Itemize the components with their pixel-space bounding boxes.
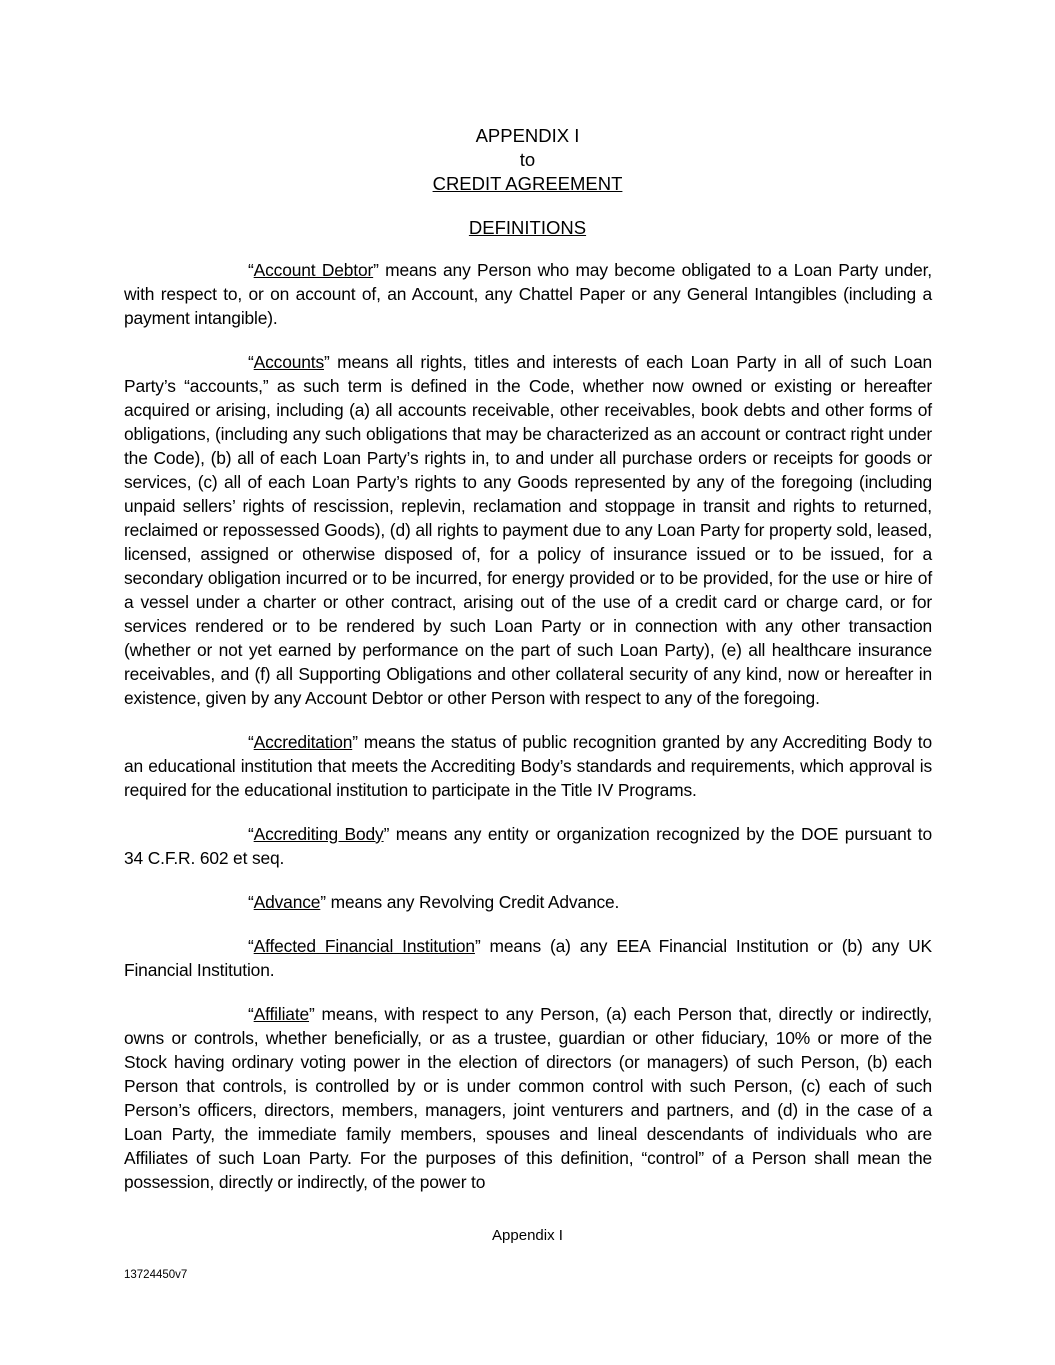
agreement-title: [0, 172, 1055, 196]
page-footer-label: Appendix I: [492, 1227, 563, 1244]
defined-term: Affected Financial Institution: [253, 936, 475, 956]
definition-text: ” means any entity or organization recognized by the DOE pursuant to 34 C.F.R. 602 et seq.: [124, 824, 932, 868]
definition-text: ” means, with respect to any Person, (a) each Person that, directly or indirectly, owns or controls, whether beneficially, or as a trustee, guardian or other fiduciary, 10% or more of the Stock having ordinary voting power in the election of directors (or managers) of such Person, (b) each Person that controls, is controlled by or is under common control with such Person, (c) each of such Person’s officers, directors, members, managers, joint venturers and partners, and (d) in the case of a Loan Party, the immediate family members, spouses and lineal descendants of individuals who are Affiliates of such Loan Party. For the purposes of this definition, “control” of a Person shall mean the possession, directly or indirectly, of the power to: [124, 1004, 932, 1192]
defined-term: Accounts: [253, 352, 324, 372]
open-quote: “: [248, 260, 254, 280]
definition-text: ” means (a) any EEA Financial Institution or (b) any UK Financial Institution.: [124, 936, 932, 980]
defined-term: Advance: [253, 892, 321, 912]
section-title-text: DEFINITIONS: [468, 217, 587, 238]
definition-paragraph: [124, 934, 932, 982]
open-quote: “: [248, 936, 254, 956]
definition-text: ” means all rights, titles and interests of each Loan Party in all of such Loan Party’s “accounts,” as such term is defined in the Code, whether now owned or existing or hereafter acquired or arising, including (a) all accounts receivable, other receivables, book debts and other forms of obligations, (including any such obligations that may be characterized as an account or contract right under the Code), (b) all of each Loan Party’s rights in, to and under all purchase orders or receipts for goods or services, (c) all of each Loan Party’s rights to any Goods represented by any of the foregoing (including unpaid sellers’ rights of rescission, replevin, reclamation and stoppage in transit and rights to returned, reclaimed or repossessed Goods), (d) all rights to payment due to any Loan Party for property sold, leased, licensed, assigned or otherwise disposed of, for a policy of insurance issued or to be issued, for a secondary obligation incurred or to be incurred, for energy provided or to be provided, for the use or hire of a vessel under a charter or other contract, arising out of the use of a credit card or charge card, or for services rendered or to be rendered by such Loan Party or in connection with any other transaction (whether or not yet earned by performance on the part of such Loan Party), (e) all healthcare insurance receivables, and (f) all Supporting Obligations and other collateral security of any kind, now or hereafter in existence, given by any Account Debtor or other Person with respect to any of the foregoing.: [124, 352, 932, 708]
appendix-title: APPENDIX I: [475, 125, 580, 146]
open-quote: “: [248, 352, 254, 372]
defined-term: Accrediting Body: [253, 824, 384, 844]
defined-term: Affiliate: [253, 1004, 310, 1024]
definitions-body: [124, 258, 932, 1194]
definition-paragraph: [124, 1002, 932, 1194]
open-quote: “: [248, 1004, 254, 1024]
definition-text: ” means any Person who may become obligated to a Loan Party under, with respect to, or on account of, an Account, any Chattel Paper or any General Intangibles (including a payment intangible).: [124, 260, 932, 328]
open-quote: “: [248, 732, 254, 752]
definition-paragraph: [124, 822, 932, 870]
appendix-to: to: [519, 149, 536, 170]
definition-paragraph: [124, 350, 932, 710]
defined-term: Accreditation: [253, 732, 353, 752]
agreement-title-text: CREDIT AGREEMENT: [432, 173, 623, 194]
open-quote: “: [248, 824, 254, 844]
definition-text: ” means the status of public recognition granted by any Accrediting Body to an educational institution that meets the Accrediting Body’s standards and requirements, which approval is required for the educational institution to participate in the Title IV Programs.: [124, 732, 932, 800]
open-quote: “: [248, 892, 254, 912]
document-id: 13724450v7: [124, 1269, 188, 1281]
definition-paragraph: [124, 890, 932, 914]
defined-term: Account Debtor: [253, 260, 374, 280]
definition-paragraph: [124, 730, 932, 802]
definition-text: ” means any Revolving Credit Advance.: [320, 892, 620, 912]
section-title: [0, 216, 1055, 240]
definition-paragraph: [124, 258, 932, 330]
